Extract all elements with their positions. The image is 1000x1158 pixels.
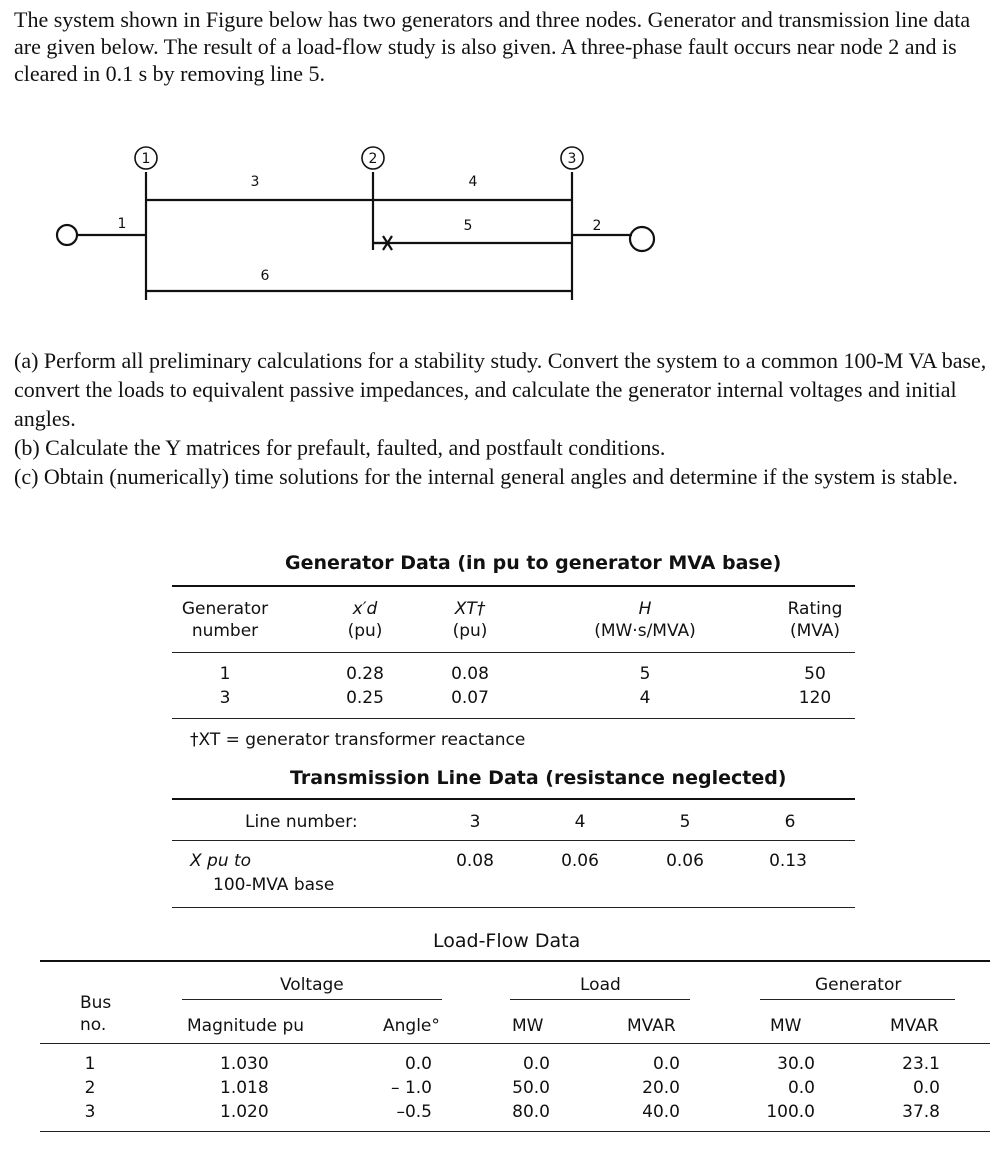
gen-number-header: Generator number xyxy=(181,599,269,641)
node-3-label: 3 xyxy=(567,151,577,167)
bus-2-angle: – 1.0 xyxy=(391,1078,432,1098)
bus-3-number: 3 xyxy=(84,1102,96,1122)
loadflow-table-title: Load-Flow Data xyxy=(433,930,581,952)
bus-2-mag: 1.018 xyxy=(220,1078,269,1098)
bus-2-load-mw: 50.0 xyxy=(512,1078,550,1098)
gen-row-1-xd: 0.28 xyxy=(346,664,384,684)
bus-2-gen-mw: 0.0 xyxy=(787,1078,815,1098)
question-parts xyxy=(14,346,989,491)
line-row-label-base: 100-MVA base xyxy=(213,875,335,895)
line-6-label: 6 xyxy=(260,268,270,284)
line-number-5: 5 xyxy=(679,812,691,832)
gen-row-1-number: 1 xyxy=(219,664,231,684)
line-3-x: 0.08 xyxy=(456,851,494,871)
part-a: (a) Perform all preliminary calculations for a stability study. Convert the system to a common 100-M VA base, convert the loads to equivalent passive impedances, and calculate the generator internal voltages and initial angles. xyxy=(14,348,987,431)
xt-header: XT† (pu) xyxy=(452,599,488,641)
bus-header: Bus no. xyxy=(80,993,112,1035)
problem-intro xyxy=(14,6,989,87)
intro-text: The system shown in Figure below has two generators and three nodes. Generator and transmission line data are given below. The result of a load-flow study is also given. A three-phase fault occurs near node 2 and is cleared in 0.1 s by removing line 5. xyxy=(14,7,971,86)
line-5-x: 0.06 xyxy=(666,851,704,871)
bus-1-gen-mvar: 23.1 xyxy=(902,1054,940,1074)
load-group-header: Load xyxy=(580,975,621,995)
gen-mw-header: MW xyxy=(770,1016,802,1036)
line-number-header: Line number: xyxy=(245,812,358,832)
bus-3-angle: –0.5 xyxy=(396,1102,432,1122)
node-1-label: 1 xyxy=(141,151,151,167)
part-c: (c) Obtain (numerically) time solutions for the internal general angles and determine if the system is stable. xyxy=(14,464,958,489)
h-header: H (MW·s/MVA) xyxy=(594,599,696,641)
bus-3-mag: 1.020 xyxy=(220,1102,269,1122)
angle-header: Angle° xyxy=(383,1016,440,1036)
bus-1-number: 1 xyxy=(84,1054,96,1074)
gen-row-2-xd: 0.25 xyxy=(346,688,384,708)
magnitude-header: Magnitude pu xyxy=(187,1016,305,1036)
line-row-label: X pu to xyxy=(190,851,252,871)
bus-2-number: 2 xyxy=(84,1078,96,1098)
load-mvar-header: MVAR xyxy=(627,1016,676,1036)
line-2-label: 2 xyxy=(592,218,602,234)
line-3-label: 3 xyxy=(250,174,260,190)
bus-1-angle: 0.0 xyxy=(404,1054,432,1074)
generator-3-icon xyxy=(630,227,654,251)
gen-row-2-number: 3 xyxy=(219,688,231,708)
line-1-label: 1 xyxy=(117,216,127,232)
node-2-label: 2 xyxy=(368,151,378,167)
gen-mvar-header: MVAR xyxy=(890,1016,939,1036)
line-number-6: 6 xyxy=(784,812,796,832)
generator-group-header: Generator xyxy=(815,975,902,995)
gen-row-2-h: 4 xyxy=(639,688,651,708)
bus-3-load-mvar: 40.0 xyxy=(642,1102,680,1122)
bus-1-load-mw: 0.0 xyxy=(522,1054,550,1074)
system-diagram xyxy=(40,140,680,310)
gen-row-2-rating: 120 xyxy=(798,688,832,708)
line-4-x: 0.06 xyxy=(561,851,599,871)
bus-1-mag: 1.030 xyxy=(220,1054,269,1074)
line-table-title: Transmission Line Data (resistance neglected) xyxy=(290,767,787,789)
gen-row-1-rating: 50 xyxy=(804,664,826,684)
bus-1-load-mvar: 0.0 xyxy=(652,1054,680,1074)
gen-row-1-h: 5 xyxy=(639,664,651,684)
load-mw-header: MW xyxy=(512,1016,544,1036)
bus-3-gen-mvar: 37.8 xyxy=(902,1102,940,1122)
gen-row-1-xt: 0.08 xyxy=(451,664,489,684)
line-number-4: 4 xyxy=(574,812,586,832)
bus-2-load-mvar: 20.0 xyxy=(642,1078,680,1098)
generator-1-icon xyxy=(57,225,77,245)
line-6-x: 0.13 xyxy=(769,851,807,871)
bus-2-gen-mvar: 0.0 xyxy=(912,1078,940,1098)
bus-3-gen-mw: 100.0 xyxy=(766,1102,815,1122)
rating-header: Rating (MVA) xyxy=(787,599,843,641)
generator-table-title: Generator Data (in pu to generator MVA base) xyxy=(285,552,782,574)
bus-3-load-mw: 80.0 xyxy=(512,1102,550,1122)
line-4-label: 4 xyxy=(468,174,478,190)
line-5-label: 5 xyxy=(463,218,473,234)
voltage-group-header: Voltage xyxy=(280,975,344,995)
generator-footnote: †XT = generator transformer reactance xyxy=(190,730,526,750)
line-number-3: 3 xyxy=(469,812,481,832)
part-b: (b) Calculate the Y matrices for prefault, faulted, and postfault conditions. xyxy=(14,435,666,460)
bus-1-gen-mw: 30.0 xyxy=(777,1054,815,1074)
gen-row-2-xt: 0.07 xyxy=(451,688,489,708)
xd-header: x′d (pu) xyxy=(347,599,383,641)
